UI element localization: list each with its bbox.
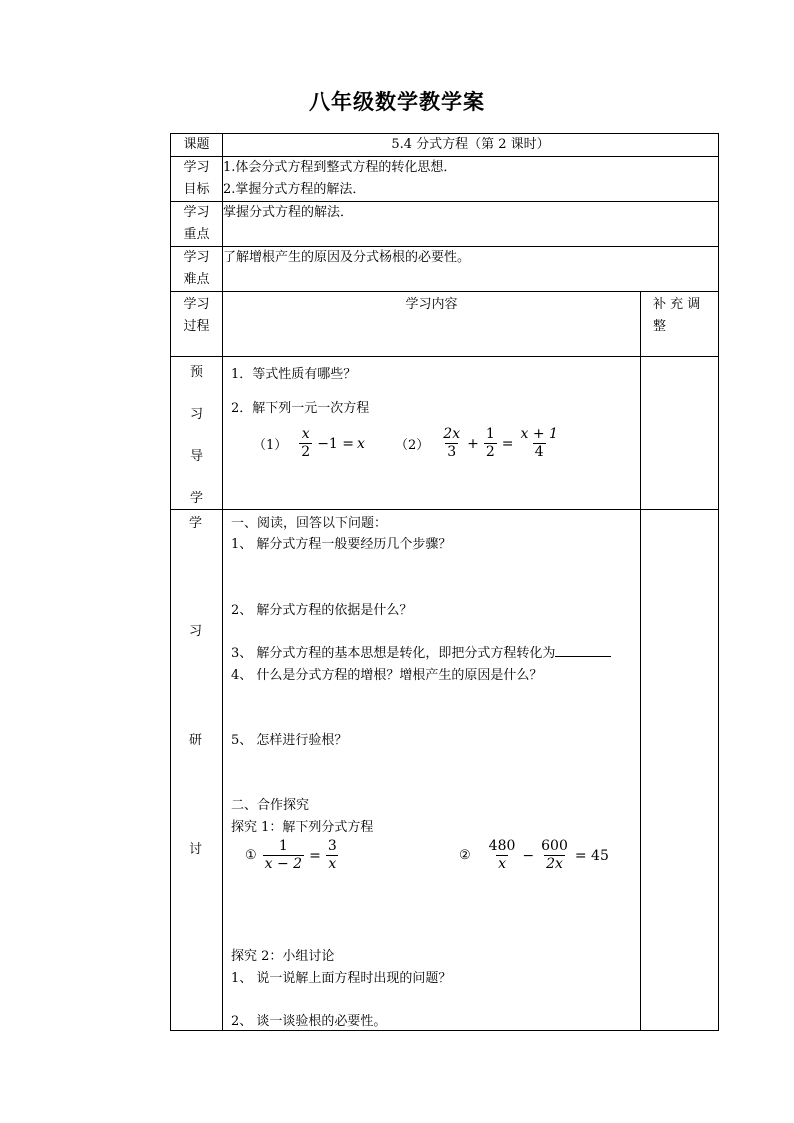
preview-content [223, 357, 641, 510]
section-cooperate: 二、合作探究 [231, 798, 310, 813]
preview-question-2: 2．解下列一元一次方程 [231, 401, 370, 416]
row-difficulty [171, 247, 719, 292]
preview-question-1: 1．等式性质有哪些？ [231, 367, 357, 382]
goals-label: 学习 目标 [171, 157, 223, 202]
preview-notes [641, 357, 719, 510]
topic-value: 5.4 分式方程（第 2 课时） [223, 134, 719, 157]
equation-b: ② $\frac{480}{x}$ − $\frac{600}{2x}$ = 45 [459, 838, 609, 872]
notes-header: 补 充 调 整 [641, 292, 719, 357]
key-label: 学习 重点 [171, 202, 223, 247]
explore-1-title: 探究 1：解下列分式方程 [231, 820, 374, 835]
study-label: 学 习 研 讨 [171, 510, 223, 1031]
equation-1: （1） $\frac{x}{2}$ −1 = x [253, 426, 365, 460]
study-notes [641, 510, 719, 1031]
study-question-5: 5、 怎样进行验根？ [231, 733, 348, 748]
equation-2: （2） $\frac{2x}{3}$ + $\frac{1}{2}$ = $\frac{x + 1}{4}$ [395, 426, 558, 460]
goal-item: 2.掌握分式方程的解法． [223, 182, 366, 197]
key-content: 掌握分式方程的解法． [223, 202, 719, 247]
study-question-1: 1、 解分式方程一般要经历几个步骤？ [231, 537, 452, 552]
page-title: 八年级数学教学案 [309, 89, 485, 114]
study-question-4: 4、 什么是分式方程的增根？增根产生的原因是什么？ [231, 668, 543, 683]
row-study [171, 510, 719, 1031]
study-question-2: 2、 解分式方程的依据是什么？ [231, 603, 413, 618]
row-preview [171, 357, 719, 510]
difficulty-content: 了解增根产生的原因及分式杨根的必要性。 [223, 247, 719, 292]
study-content [223, 510, 641, 1031]
discussion-question-2: 2、 谈一谈验根的必要性。 [231, 1014, 387, 1029]
goals-content [223, 157, 719, 202]
answer-blank[interactable] [555, 643, 611, 657]
row-goals [171, 157, 719, 202]
row-process-header [171, 292, 719, 357]
row-key-point [171, 202, 719, 247]
equation-a: ① $\frac{1}{x - 2}$ = $\frac{3}{x}$ [245, 838, 337, 872]
study-question-3: 3、 解分式方程的基本思想是转化，即把分式方程转化为 [231, 642, 611, 661]
topic-label: 课题 [171, 134, 223, 157]
section-reading: 一、阅读，回答以下问题： [231, 516, 388, 531]
lesson-plan-table [170, 133, 719, 1031]
row-topic [171, 134, 719, 157]
preview-label: 预 习 导 学 [171, 357, 223, 510]
content-header: 学习内容 [223, 292, 641, 357]
difficulty-label: 学习 难点 [171, 247, 223, 292]
explore-2-title: 探究 2：小组讨论 [231, 949, 335, 964]
goal-item: 1.体会分式方程到整式方程的转化思想． [223, 160, 457, 175]
process-label: 学习 过程 [171, 292, 223, 357]
discussion-question-1: 1、 说一说解上面方程时出现的问题？ [231, 971, 452, 986]
